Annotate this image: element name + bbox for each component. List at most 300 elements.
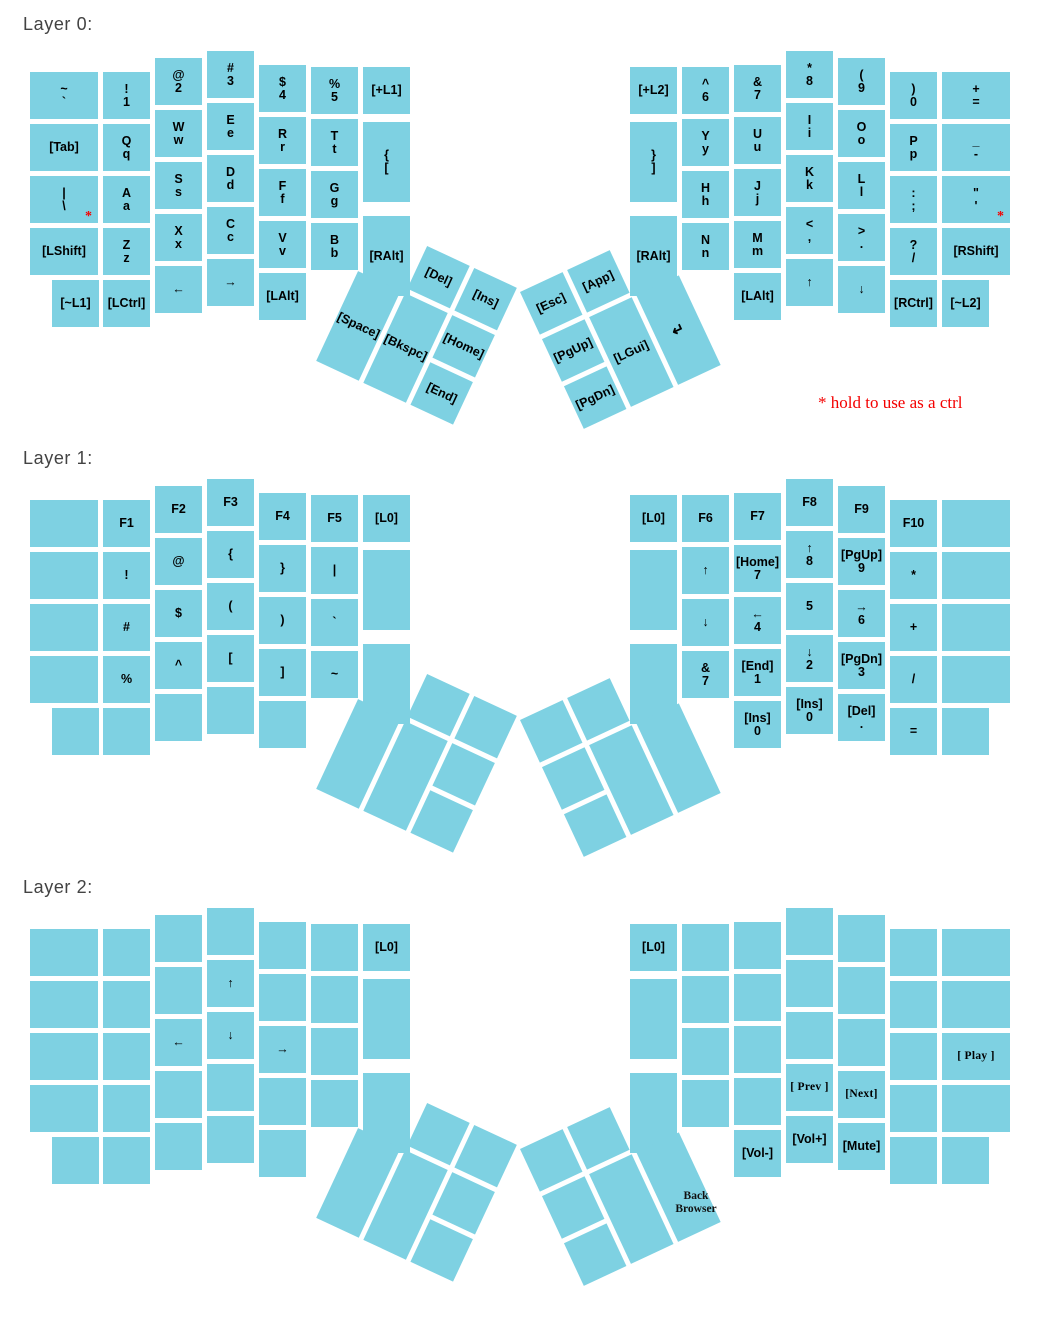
key-label: ^ xyxy=(701,76,710,91)
key-label: 2 xyxy=(806,657,813,672)
key-numdot-del xyxy=(838,694,885,741)
key-label: ↑ xyxy=(806,540,813,555)
overlay-line: Browser xyxy=(675,1203,717,1215)
key-u xyxy=(734,117,781,164)
key-label: & xyxy=(752,74,763,89)
key-label: F4 xyxy=(275,509,290,523)
key-num4-left xyxy=(734,597,781,644)
key-blank xyxy=(259,1130,306,1177)
key-label: ~ xyxy=(330,667,339,681)
key-media-next xyxy=(838,1071,885,1118)
key-label: t xyxy=(332,141,337,156)
key-label: [L0] xyxy=(642,511,665,525)
key-label: w xyxy=(173,132,184,147)
key-label: ↵ xyxy=(669,319,688,341)
key-label: o xyxy=(857,132,866,147)
key-i xyxy=(786,103,833,150)
key-label: / xyxy=(911,250,916,265)
key-label: F3 xyxy=(223,495,238,509)
key-label: $ xyxy=(279,74,286,89)
key-blank xyxy=(103,708,150,755)
key-label: ; xyxy=(911,198,916,213)
key-l0 xyxy=(363,495,410,542)
key-label: ↓ xyxy=(858,282,865,296)
key-label: Y xyxy=(701,128,710,143)
overlay-line: Back xyxy=(683,1190,709,1202)
key-label: l xyxy=(859,184,864,199)
key-blank xyxy=(942,981,1010,1028)
key-blank xyxy=(311,976,358,1023)
key-label: A xyxy=(121,185,132,200)
key-blank xyxy=(942,1137,989,1184)
key-hash xyxy=(103,604,150,651)
key-left-bracket xyxy=(207,635,254,682)
key-label: [Home] xyxy=(735,554,780,569)
key-v xyxy=(259,221,306,268)
key-label: ↑ xyxy=(806,275,813,289)
key-blank xyxy=(786,908,833,955)
key-label: # xyxy=(123,620,130,634)
key-label: [LGui] xyxy=(611,337,651,366)
key-blank xyxy=(30,552,98,599)
key-blank xyxy=(942,552,1010,599)
key-num7-home xyxy=(734,545,781,592)
key-label: 7 xyxy=(702,673,709,688)
key-label: ? xyxy=(909,237,918,252)
key-label: c xyxy=(227,229,234,244)
key-label: [+L2] xyxy=(638,83,669,97)
key-blank xyxy=(30,1085,98,1132)
key-label: L xyxy=(857,171,866,186)
hold-as-ctrl-annotation: * hold to use as a ctrl xyxy=(818,393,963,412)
key-label: F10 xyxy=(902,516,925,530)
key-f10 xyxy=(890,500,937,547)
key-blank xyxy=(942,656,1010,703)
key-d xyxy=(207,155,254,202)
key-tab xyxy=(30,124,98,171)
key-label: ( xyxy=(228,599,233,613)
key-blank xyxy=(30,929,98,976)
key-label: 5 xyxy=(806,599,813,613)
key-j xyxy=(734,169,781,216)
key-media-prev xyxy=(786,1064,833,1111)
key-blank xyxy=(734,1026,781,1073)
key-label: J xyxy=(754,178,761,193)
key-label: [~L1] xyxy=(60,296,91,310)
key-1 xyxy=(103,72,150,119)
key-label: F xyxy=(278,178,287,193)
key-label: j xyxy=(755,191,760,206)
key-label: + xyxy=(909,620,918,634)
key-0 xyxy=(890,72,937,119)
key-blank xyxy=(942,1085,1010,1132)
key-f9 xyxy=(838,486,885,533)
key-label: d xyxy=(226,177,235,192)
key-blank xyxy=(207,908,254,955)
key-label: ← xyxy=(172,1035,185,1049)
key-label: * xyxy=(807,60,812,75)
key-label: R xyxy=(277,126,288,141)
key-label: 0 xyxy=(754,723,761,738)
key-label: [End] xyxy=(741,658,774,673)
key-label: ↑ xyxy=(702,563,709,577)
key-label: 4 xyxy=(754,619,761,634)
key-slash xyxy=(890,228,937,275)
key-blank xyxy=(103,1085,150,1132)
key-up-arrow xyxy=(786,259,833,306)
key-lalt xyxy=(734,273,781,320)
key-label: ← xyxy=(751,606,764,621)
key-label: q xyxy=(122,146,131,161)
key-label: ) xyxy=(280,613,285,627)
key-label: + xyxy=(972,81,980,96)
key-label: 0 xyxy=(910,94,917,109)
key-label: [ Prev ] xyxy=(790,1081,829,1093)
key-label: . xyxy=(859,236,864,251)
key-num1-end xyxy=(734,649,781,696)
key-num8-up xyxy=(786,531,833,578)
key-left-brace xyxy=(207,531,254,578)
key-blank xyxy=(363,979,410,1059)
key-label: [L0] xyxy=(375,940,398,954)
key-label: u xyxy=(753,139,762,154)
key-label: [RShift] xyxy=(953,244,999,258)
key-label: 8 xyxy=(806,553,813,568)
key-label: [RAlt] xyxy=(369,248,404,263)
key-label: b xyxy=(330,245,339,260)
key-label: = xyxy=(909,724,918,738)
key-blank xyxy=(890,929,937,976)
key-label: E xyxy=(226,112,235,127)
key-label: 5 xyxy=(331,89,338,104)
key-label: % xyxy=(120,672,133,686)
key-label: % xyxy=(328,76,341,91)
key-label: s xyxy=(175,184,182,199)
key-blank xyxy=(838,915,885,962)
key-label: 7 xyxy=(754,567,761,582)
key-blank xyxy=(682,924,729,971)
key-plus-l2 xyxy=(630,67,677,114)
key-label: & xyxy=(700,660,711,675)
key-f3 xyxy=(207,479,254,526)
key-label: K xyxy=(804,164,815,179)
key-label: 7 xyxy=(754,87,761,102)
key-label: ` xyxy=(332,615,337,629)
key-6 xyxy=(682,67,729,114)
key-blank xyxy=(311,1028,358,1075)
key-blank xyxy=(103,1033,150,1080)
key-label: n xyxy=(701,245,710,260)
key-f7 xyxy=(734,493,781,540)
key-k xyxy=(786,155,833,202)
key-label: N xyxy=(700,232,711,247)
key-label: H xyxy=(700,180,711,195)
key-blank xyxy=(942,708,989,755)
key-x xyxy=(155,214,202,261)
layer-2-title: Layer 2: xyxy=(23,877,93,897)
key-label: f xyxy=(280,191,285,206)
key-blank xyxy=(682,1080,729,1127)
key-label: [ Play ] xyxy=(957,1050,995,1062)
key-blank xyxy=(155,915,202,962)
key-label: 9 xyxy=(858,80,865,95)
key-label: X xyxy=(174,223,183,238)
key-label: F1 xyxy=(119,516,134,530)
back-browser-label xyxy=(668,1190,724,1216)
key-f4 xyxy=(259,493,306,540)
key-blank xyxy=(207,1064,254,1111)
key-label: ↓ xyxy=(806,644,813,659)
key-blank xyxy=(363,550,410,630)
key-tilde xyxy=(311,651,358,698)
key-num3-pgdn xyxy=(838,642,885,689)
asterisk-mark: * xyxy=(85,209,92,224)
key-label: ! xyxy=(124,81,129,96)
key-label: ) xyxy=(911,81,916,96)
key-label: p xyxy=(909,146,918,161)
key-label: P xyxy=(909,133,918,148)
key-label: [Space] xyxy=(335,309,383,342)
key-volume-down xyxy=(734,1130,781,1177)
key-label: F8 xyxy=(802,495,817,509)
key-blank xyxy=(259,701,306,748)
key-label: = xyxy=(972,94,980,109)
key-label: - xyxy=(973,146,979,161)
key-label: ← xyxy=(172,282,185,296)
key-a xyxy=(103,176,150,223)
key-num0-ins xyxy=(786,687,833,734)
key-blank xyxy=(311,924,358,971)
key-label: ( xyxy=(859,67,864,82)
key-label: [Vol-] xyxy=(741,1146,773,1160)
key-blank xyxy=(682,1028,729,1075)
key-label: F7 xyxy=(750,509,765,523)
key-at xyxy=(155,538,202,585)
key-blank xyxy=(942,929,1010,976)
key-label: 8 xyxy=(806,73,813,88)
key-label: ! xyxy=(124,568,129,582)
key-3 xyxy=(207,51,254,98)
key-label: [+L1] xyxy=(371,83,402,97)
key-blank xyxy=(30,981,98,1028)
key-label: h xyxy=(701,193,710,208)
key-label: $ xyxy=(175,606,182,620)
key-label: Z xyxy=(122,237,131,252)
key-label: : xyxy=(911,185,916,200)
key-exclamation xyxy=(103,552,150,599)
key-num2-down xyxy=(786,635,833,682)
key-num6-right xyxy=(838,590,885,637)
key-plus xyxy=(890,604,937,651)
key-z xyxy=(103,228,150,275)
key-label: ^ xyxy=(174,658,183,672)
key-pipe xyxy=(311,547,358,594)
key-label: @ xyxy=(172,67,185,82)
key-left-arrow xyxy=(155,266,202,313)
key-label: [LAlt] xyxy=(266,289,299,303)
key-4 xyxy=(259,65,306,112)
key-m xyxy=(734,221,781,268)
key-blank xyxy=(52,708,99,755)
key-blank xyxy=(311,1080,358,1127)
key-label: * xyxy=(911,568,916,582)
key-label: [Tab] xyxy=(49,140,79,154)
key-label: " xyxy=(973,185,979,200)
key-label: @ xyxy=(172,554,185,568)
key-label: . xyxy=(859,716,864,731)
key-backtick xyxy=(311,599,358,646)
key-plus-l1 xyxy=(363,67,410,114)
key-label: ↓ xyxy=(702,615,709,629)
key-num0-ins xyxy=(734,701,781,748)
key-label: [Del] xyxy=(847,703,876,718)
key-7 xyxy=(734,65,781,112)
key-label: | xyxy=(62,185,66,200)
key-g xyxy=(311,171,358,218)
key-f1 xyxy=(103,500,150,547)
key-blank xyxy=(155,694,202,741)
key-blank xyxy=(155,1123,202,1170)
key-label: [Next] xyxy=(845,1088,878,1100)
key-up-arrow xyxy=(682,547,729,594)
key-label: → xyxy=(224,275,237,289)
key-8 xyxy=(786,51,833,98)
key-label: S xyxy=(174,171,183,186)
key-minus xyxy=(942,124,1010,171)
key-label: 1 xyxy=(123,94,130,109)
key-dollar xyxy=(155,590,202,637)
key-label: | xyxy=(332,563,337,577)
key-label: g xyxy=(330,193,339,208)
key-label: v xyxy=(279,243,286,258)
key-semicolon xyxy=(890,176,937,223)
key-blank xyxy=(103,929,150,976)
key-blank xyxy=(103,981,150,1028)
key-label: [Ins] xyxy=(796,696,823,711)
key-period xyxy=(838,214,885,261)
key-label: r xyxy=(280,139,285,154)
key-right-paren xyxy=(259,597,306,644)
key-up-arrow xyxy=(207,960,254,1007)
key-r xyxy=(259,117,306,164)
key-blank xyxy=(942,500,1010,547)
key-grave xyxy=(30,72,98,119)
key-7 xyxy=(682,651,729,698)
key-label: V xyxy=(278,230,287,245)
key-label: I xyxy=(807,112,812,127)
key-toggle-l2 xyxy=(942,280,989,327)
key-y xyxy=(682,119,729,166)
key-blank xyxy=(259,922,306,969)
key-label: U xyxy=(752,126,763,141)
key-label: T xyxy=(330,128,339,143)
layer-1-title: Layer 1: xyxy=(23,448,93,468)
key-q xyxy=(103,124,150,171)
key-label: , xyxy=(807,229,812,244)
key-label: e xyxy=(227,125,234,140)
key-right-arrow xyxy=(259,1026,306,1073)
key-label: ~ xyxy=(60,81,68,96)
key-blank xyxy=(786,960,833,1007)
key-equals xyxy=(942,72,1010,119)
key-label: 6 xyxy=(702,89,709,104)
key-label: [Esc] xyxy=(534,290,568,316)
key-label: F9 xyxy=(854,502,869,516)
key-label: O xyxy=(856,119,867,134)
key-label: 3 xyxy=(227,73,234,88)
key-label: F5 xyxy=(327,511,342,525)
key-b xyxy=(311,223,358,270)
key-label: [PgUp] xyxy=(841,547,882,562)
key-blank xyxy=(734,922,781,969)
key-label: F6 xyxy=(698,511,713,525)
key-media-play xyxy=(942,1033,1010,1080)
key-label: [Bkspc] xyxy=(382,331,430,364)
key-backslash xyxy=(30,176,98,223)
key-label: [~L2] xyxy=(950,296,981,310)
key-volume-up xyxy=(786,1116,833,1163)
key-comma xyxy=(786,207,833,254)
key-blank xyxy=(890,1033,937,1080)
key-label: Q xyxy=(121,133,132,148)
key-lctrl xyxy=(103,280,150,327)
key-label: [App] xyxy=(580,267,616,295)
key-down-arrow xyxy=(207,1012,254,1059)
key-blank xyxy=(259,974,306,1021)
key-blank xyxy=(259,1078,306,1125)
key-label: [PgDn] xyxy=(841,651,882,666)
key-label: [End] xyxy=(424,379,460,407)
key-label: G xyxy=(329,180,340,195)
key-label: → xyxy=(276,1042,289,1056)
key-num9-pgup xyxy=(838,538,885,585)
key-label: 6 xyxy=(858,612,865,627)
key-label: [PgUp] xyxy=(551,335,595,366)
key-f8 xyxy=(786,479,833,526)
key-label: [Vol+] xyxy=(792,1132,827,1146)
key-label: [ xyxy=(228,651,233,665)
key-down-arrow xyxy=(682,599,729,646)
key-label: B xyxy=(329,232,340,247)
key-label: } xyxy=(651,148,656,162)
key-label: [LShift] xyxy=(42,244,86,258)
key-label: 0 xyxy=(806,709,813,724)
key-blank xyxy=(30,500,98,547)
key-label: # xyxy=(227,60,234,75)
asterisk-mark: * xyxy=(997,209,1004,224)
key-s xyxy=(155,162,202,209)
key-left-arrow xyxy=(155,1019,202,1066)
key-2 xyxy=(155,58,202,105)
key-label: [RCtrl] xyxy=(894,296,933,310)
key-blank xyxy=(890,1137,937,1184)
key-label: [LAlt] xyxy=(741,289,774,303)
key-blank xyxy=(786,1012,833,1059)
key-l0 xyxy=(630,924,677,971)
key-rctrl xyxy=(890,280,937,327)
key-slash xyxy=(890,656,937,703)
key-down-arrow xyxy=(838,266,885,313)
key-num5 xyxy=(786,583,833,630)
key-lalt xyxy=(259,273,306,320)
key-toggle-l1 xyxy=(52,280,99,327)
key-label: 4 xyxy=(279,87,286,102)
key-label: 3 xyxy=(858,664,865,679)
key-label: [Mute] xyxy=(842,1139,881,1153)
key-blank xyxy=(838,967,885,1014)
key-blank xyxy=(630,550,677,630)
key-mute xyxy=(838,1123,885,1170)
